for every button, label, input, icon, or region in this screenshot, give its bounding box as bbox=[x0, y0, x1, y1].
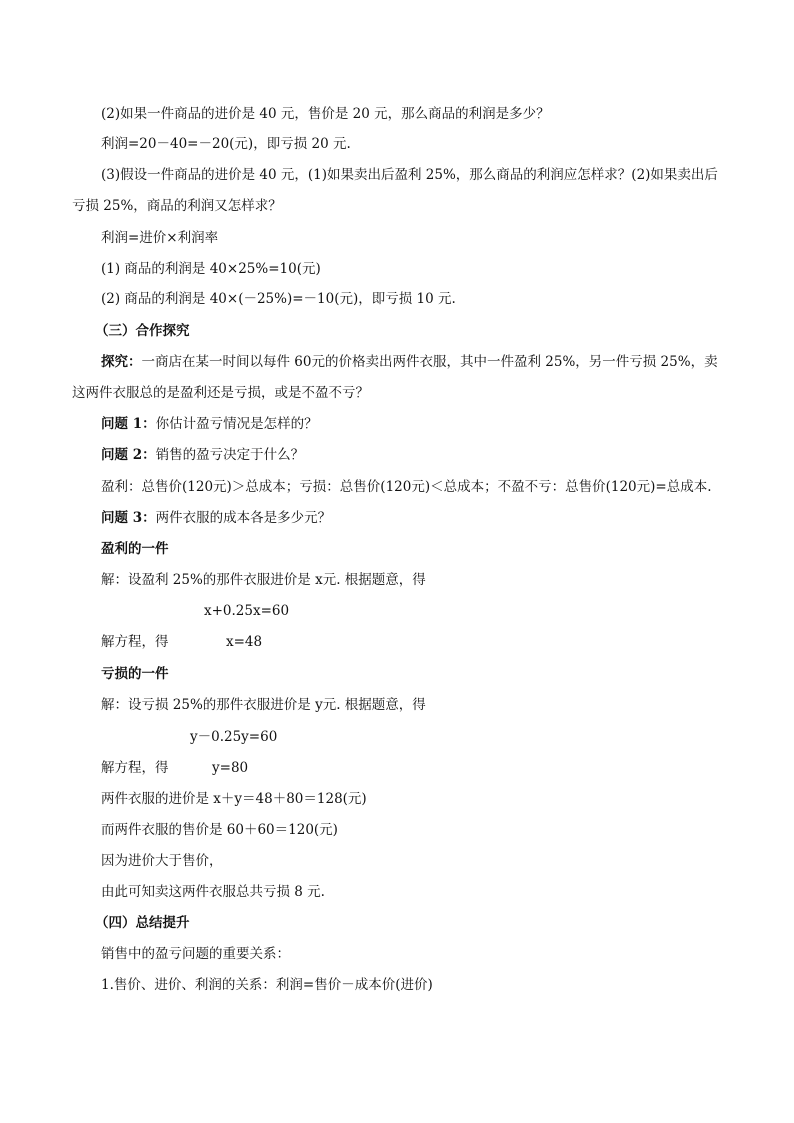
reason-line: 因为进价大于售价， bbox=[101, 853, 223, 869]
exploration-label: 探究： bbox=[101, 354, 142, 370]
losing-item-solution: 解：设亏损 25%的那件衣服进价是 y元. 根据题意，得 bbox=[101, 697, 426, 713]
total-price-line: 而两件衣服的售价是 60＋60＝120(元) bbox=[101, 822, 338, 838]
equation-y: y－0.25y=60 bbox=[190, 729, 278, 745]
section-heading-summary: （四）总结提升 bbox=[95, 915, 190, 931]
answer-2-line: 利润=20－40=－20(元)，即亏损 20 元. bbox=[101, 136, 351, 152]
total-cost-line: 两件衣服的进价是 x＋y＝48＋80＝128(元) bbox=[101, 791, 367, 807]
profit-loss-conditions: 盈利：总售价(120元)＞总成本；亏损：总售价(120元)＜总成本；不盈不亏：总售价(120元)=总成本. bbox=[101, 479, 712, 495]
solution-x: x=48 bbox=[226, 634, 263, 650]
profitable-item-heading: 盈利的一件 bbox=[101, 541, 169, 557]
question-3-line: (3)假设一件商品的进价是 40 元，(1)如果卖出后盈利 25%，那么商品的利润应怎样求？(2)如果卖出后 bbox=[101, 167, 718, 183]
problem-3-line bbox=[101, 508, 331, 528]
question-2-line: (2)如果一件商品的进价是 40 元，售价是 20 元，那么商品的利润是多少？ bbox=[101, 106, 550, 122]
problem-2-line bbox=[101, 445, 304, 465]
summary-intro: 销售中的盈亏问题的重要关系： bbox=[101, 946, 290, 962]
answer-3-part-1: (1) 商品的利润是 40×25%=10(元) bbox=[101, 261, 321, 277]
exploration-continuation: 这两件衣服总的是盈利还是亏损，或是不盈不亏？ bbox=[72, 385, 369, 401]
problem-2-label: 问题 2： bbox=[101, 447, 156, 463]
exploration-line bbox=[101, 352, 718, 372]
problem-1-text: 你估计盈亏情况是怎样的？ bbox=[155, 416, 318, 432]
profit-formula: 利润=进价×利润率 bbox=[101, 230, 219, 246]
solution-y: y=80 bbox=[212, 760, 249, 776]
exploration-text: 一商店在某一时间以每件 60元的价格卖出两件衣服，其中一件盈利 25%，另一件亏损 25%，卖 bbox=[141, 354, 718, 370]
losing-item-heading: 亏损的一件 bbox=[101, 666, 169, 682]
problem-1-line bbox=[101, 414, 318, 434]
problem-2-text: 销售的盈亏决定于什么？ bbox=[155, 447, 305, 463]
conclusion-line: 由此可知卖这两件衣服总共亏损 8 元. bbox=[101, 884, 325, 900]
profitable-item-solution: 解：设盈利 25%的那件衣服进价是 x元. 根据题意，得 bbox=[101, 572, 426, 588]
question-3-continuation: 亏损 25%，商品的利润又怎样求？ bbox=[72, 198, 282, 214]
summary-point-1: 1.售价、进价、利润的关系：利润=售价－成本价(进价) bbox=[101, 977, 433, 993]
problem-1-label: 问题 1： bbox=[101, 416, 156, 432]
problem-3-text: 两件衣服的成本各是多少元？ bbox=[155, 510, 332, 526]
section-heading-cooperative-exploration: （三）合作探究 bbox=[95, 323, 190, 339]
equation-x: x+0.25x=60 bbox=[204, 603, 290, 619]
solve-y-label: 解方程，得 bbox=[101, 760, 169, 776]
problem-3-label: 问题 3： bbox=[101, 510, 156, 526]
answer-3-part-2: (2) 商品的利润是 40×(－25%)=－10(元)，即亏损 10 元. bbox=[101, 291, 456, 307]
solve-x-label: 解方程，得 bbox=[101, 634, 169, 650]
